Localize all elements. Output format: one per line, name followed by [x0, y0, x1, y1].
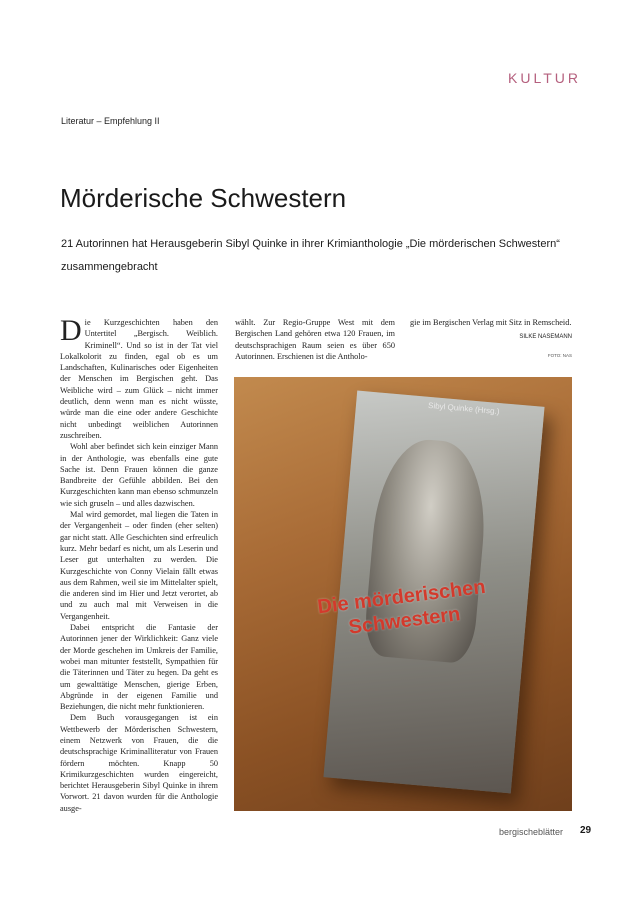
article-column-3	[410, 317, 572, 361]
paragraph-5: Dem Buch vorausgegangen ist ein Wettbewerb der Mörderischen Schwestern, einem Netzwerk von Frauen, die die deutschsprachige Kriminalliteratur von Frauen fördern möchten. Knapp 50 Krimikurzgeschichten wurden eingereicht, berichtet Herausgeberin Sibyl Quinke in ihrem Vorwort. 21 davon wurden für die Anthologie ausge-	[60, 713, 218, 813]
paragraph-1	[60, 314, 218, 441]
paragraph-col3: gie im Bergischen Verlag mit Sitz in Remscheid.	[410, 318, 572, 327]
page-title: Mörderische Schwestern	[60, 183, 347, 214]
book-photo	[234, 377, 572, 811]
section-label: KULTUR	[508, 70, 581, 86]
drop-cap: D	[60, 314, 82, 347]
paragraph-col2: wählt. Zur Regio-Gruppe West mit dem Bergischen Land gehören etwa 120 Frauen, im deutschsprachigen Raum seien es über 650 Autorinnen. Erschienen ist die Antholo-	[235, 318, 395, 361]
cover-author-text: Sibyl Quinke (Hrsg.)	[427, 400, 500, 417]
paragraph-3: Mal wird gemordet, mal liegen die Taten in der Vergangenheit – oder finden (eher selten) gar nicht statt. Alle Geschichten sind erfreulich kurz. Mehr bedarf es nicht, um als Leserin und Leser gut unterhalten zu werden. Die Kurzgeschichte von Conny Vielain fällt etwas aus dem Rahmen, weil sie im Mittelalter spielt, die anderen sind im Hier und Jetzt verortet, ab und zu auch mal mit Verweisen in die Vergangenheit.	[60, 510, 218, 621]
kicker: Literatur – Empfehlung II	[61, 116, 160, 126]
article-column-1	[60, 314, 218, 814]
photo-credit: FOTO: NAS	[547, 352, 572, 358]
magazine-brand: bergischeblätter	[499, 827, 564, 837]
paragraph-4: Dabei entspricht die Fantasie der Autorinnen jener der Wirklichkeit: Ganz viele der Morde geschehen im Umkreis der Familie, wobei man mitunter feststellt, Sympathien für die Täterinnen und Täter zu hegen. Da geht es um gewalttätige Menschen, gierige Erben, Abgründe in der eigenen Familie und Beziehungen, die nicht mehr funktionieren.	[60, 623, 218, 712]
page-number: 29	[580, 825, 592, 836]
subtitle: 21 Autorinnen hat Herausgeberin Sibyl Quinke in ihrer Krimianthologie „Die mörderischen Schwestern“ zusammengebracht	[61, 238, 560, 273]
paragraph-1-text: ie Kurzgeschichten haben den Untertitel „Bergisch. Weiblich. Kriminell“. Und so ist in der Tat viel Lokalkolorit zu finden, egal ob es um Landschaften, Kulinarisches oder Eigenheiten der Menschen im Bergischen geht. Das Weibliche wird – zum Glück – nicht immer deutlich, denn wenn man es nicht wüsste, würde man die eine oder andere Geschichte nicht unbedingt weiblichen Autorinnen zuschreiben.	[60, 318, 218, 440]
author-name: SILKE NASEMANN	[519, 334, 572, 341]
paragraph-2: Wohl aber befindet sich kein einziger Mann in der Anthologie, was ebenfalls eine gute Sache ist. Denn Frauen können die ganze Bandbreite der Gefühle abbilden. Bei den Kurzgeschichten kann man ebenso schmunzeln wie sich gruseln – und alles dazwischen.	[60, 442, 218, 508]
cover-title-text: Die mörderischen Schwestern	[316, 575, 487, 639]
article-column-2	[235, 317, 395, 362]
